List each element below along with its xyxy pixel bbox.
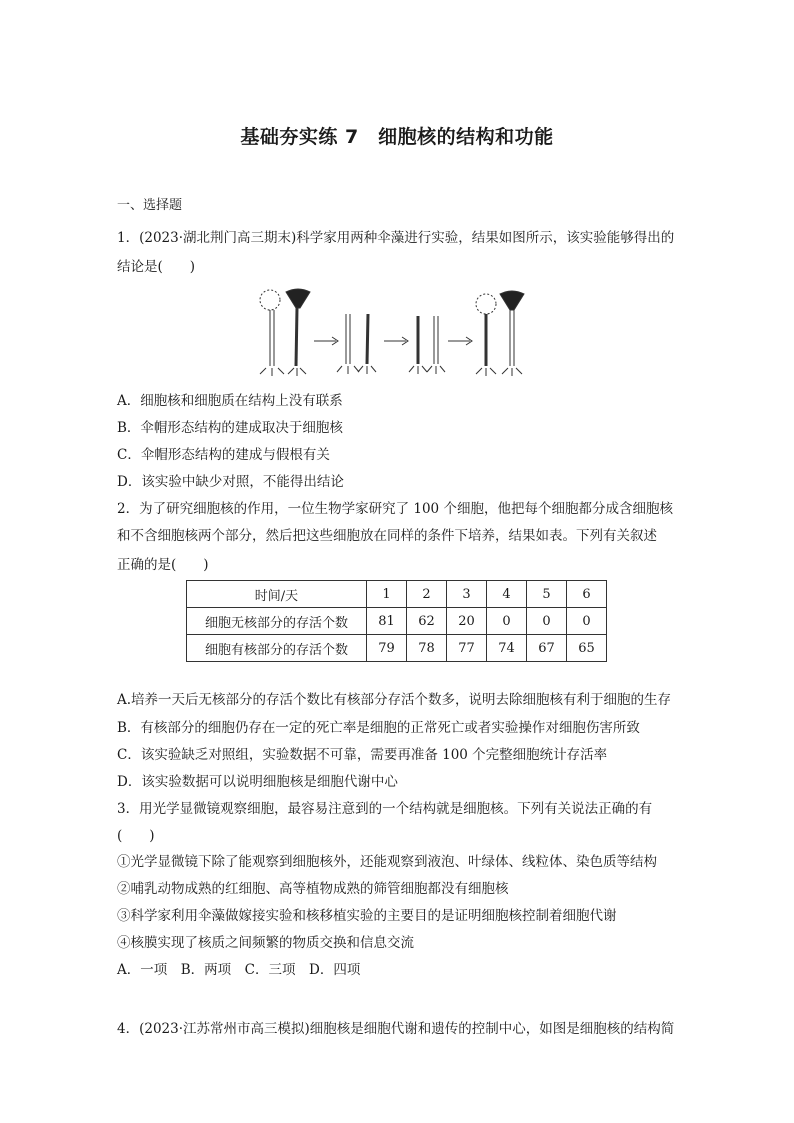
survival-table [186,580,607,662]
q2-stem-line2: 和不含细胞核两个部分，然后把这些细胞放在同样的条件下培养，结果如表。下列有关叙述 [117,528,657,544]
table-cell: 细胞无核部分的存活个数 [187,608,367,635]
table-cell: 65 [567,635,607,662]
q3-item-2: ②哺乳动物成熟的红细胞、高等植物成熟的筛管细胞都没有细胞核 [117,881,509,897]
table-cell: 细胞有核部分的存活个数 [187,635,367,662]
algae-grafted-stalks [409,316,445,374]
table-header-cell: 6 [567,581,607,608]
table-cell: 0 [487,608,527,635]
section-heading: 一、选择题 [117,198,183,213]
table-header-cell: 1 [367,581,407,608]
q3-stem-line2: ( ) [117,828,155,844]
table-cell: 20 [447,608,487,635]
q3-stem-line1: 3．用光学显微镜观察细胞，最容易注意到的一个结构就是细胞核。下列有关说法正确的有 [117,801,653,817]
algae-crenulata-intact [286,289,310,376]
q2-stem-line1: 2．为了研究细胞核的作用，一位生物学家研究了 100 个细胞，他把每个细胞都分成含细胞核 [117,501,673,517]
table-header-cell: 2 [407,581,447,608]
table-header-row [187,581,607,608]
table-cell: 77 [447,635,487,662]
table-cell: 78 [407,635,447,662]
q1-option-a: A．细胞核和细胞质在结构上没有联系 [117,393,343,409]
q1-stem-line1: 1．(2023·湖北荆门高三期末)科学家用两种伞藻进行实验，结果如图所示，该实验能够得出的 [117,230,675,246]
algae-mediterranea-intact [260,290,284,376]
table-cell: 81 [367,608,407,635]
q2-option-d: D．该实验数据可以说明细胞核是细胞代谢中心 [117,774,398,790]
table-row [187,608,607,635]
table-cell: 0 [567,608,607,635]
table-header-cell: 5 [527,581,567,608]
q3-options: A．一项 B．两项 C．三项 D．四项 [117,962,361,978]
table-header-cell: 4 [487,581,527,608]
table-cell: 67 [527,635,567,662]
table-row [187,635,607,662]
table-cell: 79 [367,635,407,662]
q3-item-1: ①光学显微镜下除了能观察到细胞核外，还能观察到液泡、叶绿体、线粒体、染色质等结构 [117,854,657,870]
q1-stem-line2: 结论是( ) [117,259,196,275]
table-cell: 74 [487,635,527,662]
q4-stem-line1: 4．(2023·江苏常州市高三模拟)细胞核是细胞代谢和遗传的控制中心，如图是细胞核的结构简 [117,1021,675,1037]
algae-cut-stalks [337,314,376,374]
algae-regenerated-caps [476,291,524,376]
q2-option-a: A.培养一天后无核部分的存活个数比有核部分存活个数多，说明去除细胞核有利于细胞的生存 [117,692,672,708]
table-header-cell: 3 [447,581,487,608]
table-cell: 62 [407,608,447,635]
q1-option-c: C．伞帽形态结构的建成与假根有关 [117,447,330,463]
page-title: 基础夯实练 7 细胞核的结构和功能 [240,126,554,148]
table-cell: 0 [527,608,567,635]
table-header-cell: 时间/天 [187,581,367,608]
q1-option-b: B．伞帽形态结构的建成取决于细胞核 [117,420,343,436]
q2-option-c: C．该实验缺乏对照组，实验数据不可靠，需要再准备 100 个完整细胞统计存活率 [117,747,608,763]
q3-item-4: ④核膜实现了核质之间频繁的物质交换和信息交流 [117,935,414,951]
q3-item-3: ③科学家利用伞藻做嫁接实验和核移植实验的主要目的是证明细胞核控制着细胞代谢 [117,908,617,924]
q2-option-b: B．有核部分的细胞仍存在一定的死亡率是细胞的正常死亡或者实验操作对细胞伤害所致 [117,720,640,736]
acetabularia-grafting-figure [250,286,540,386]
q1-option-d: D．该实验中缺少对照，不能得出结论 [117,474,344,490]
q2-stem-line3: 正确的是( ) [117,557,209,573]
